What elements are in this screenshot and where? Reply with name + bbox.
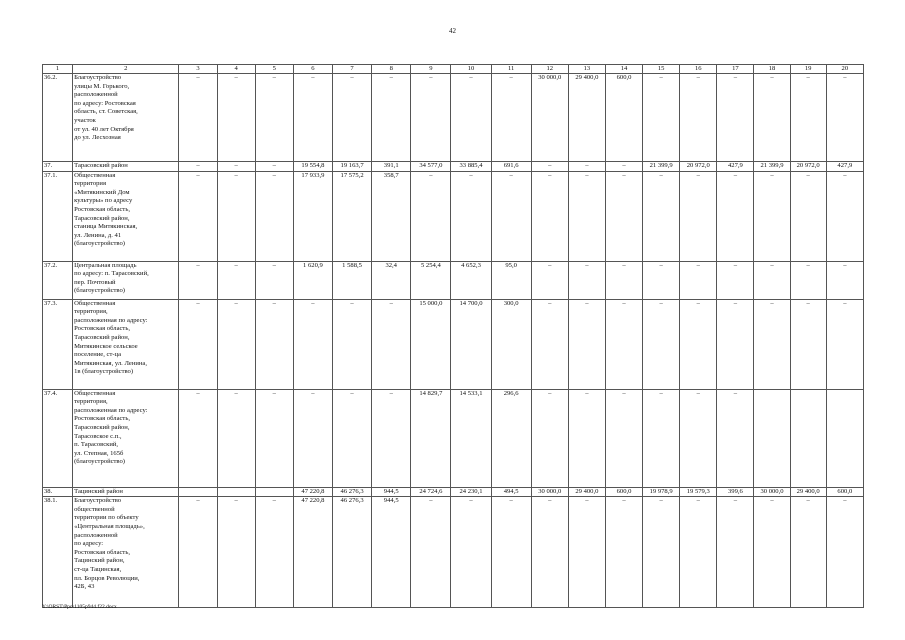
value-cell: –: [179, 74, 217, 162]
value-cell: –: [372, 74, 411, 162]
value-cell: 19 163,7: [333, 162, 372, 172]
value-cell: 4 652,3: [451, 261, 491, 299]
header-cell: 11: [491, 65, 531, 74]
value-cell: [217, 487, 255, 497]
value-cell: –: [754, 171, 790, 261]
value-cell: –: [451, 171, 491, 261]
value-cell: 20 972,0: [790, 162, 826, 172]
row-number: 38.: [43, 487, 73, 497]
table-row: [43, 261, 864, 299]
value-cell: –: [411, 74, 451, 162]
value-cell: [790, 389, 826, 487]
file-path-footer: Y:\ORST\Ppo\1105p944.f22.docx: [42, 604, 117, 610]
value-cell: –: [255, 497, 293, 608]
value-cell: –: [217, 74, 255, 162]
value-cell: –: [531, 299, 568, 389]
value-cell: 600,0: [605, 74, 642, 162]
value-cell: –: [754, 299, 790, 389]
value-cell: –: [531, 171, 568, 261]
value-cell: –: [491, 74, 531, 162]
value-cell: –: [568, 299, 605, 389]
row-description: Общественная территория «Митякинский Дом культуры» по адресу Ростовская область, Тарасовский район, станица Митякинская, ул. Ленина, д. 41 (благоустройство): [73, 171, 179, 261]
value-cell: –: [643, 299, 680, 389]
header-cell: 16: [680, 65, 717, 74]
value-cell: –: [754, 497, 790, 608]
table-row: [43, 487, 864, 497]
value-cell: –: [372, 389, 411, 487]
value-cell: –: [643, 261, 680, 299]
value-cell: 358,7: [372, 171, 411, 261]
value-cell: –: [179, 171, 217, 261]
value-cell: 427,9: [717, 162, 754, 172]
value-cell: –: [531, 261, 568, 299]
value-cell: –: [680, 171, 717, 261]
value-cell: 600,0: [605, 487, 642, 497]
value-cell: 30 000,0: [531, 74, 568, 162]
value-cell: 34 577,0: [411, 162, 451, 172]
value-cell: –: [717, 171, 754, 261]
row-description: Центральная площадь по адресу: п. Тарасовский, пер. Почтовый (благоустройство): [73, 261, 179, 299]
value-cell: [754, 389, 790, 487]
row-description: Тацинский район: [73, 487, 179, 497]
value-cell: –: [255, 389, 293, 487]
value-cell: –: [217, 261, 255, 299]
value-cell: 20 972,0: [680, 162, 717, 172]
value-cell: –: [680, 497, 717, 608]
value-cell: –: [643, 74, 680, 162]
value-cell: –: [790, 171, 826, 261]
value-cell: 944,5: [372, 497, 411, 608]
value-cell: [826, 389, 863, 487]
value-cell: –: [568, 497, 605, 608]
value-cell: 17 575,2: [333, 171, 372, 261]
value-cell: 32,4: [372, 261, 411, 299]
value-cell: –: [717, 299, 754, 389]
value-cell: 30 000,0: [754, 487, 790, 497]
value-cell: –: [754, 74, 790, 162]
value-cell: –: [790, 299, 826, 389]
value-cell: –: [643, 389, 680, 487]
value-cell: 33 885,4: [451, 162, 491, 172]
row-number: 37.4.: [43, 389, 73, 487]
table-row: [43, 162, 864, 172]
value-cell: 47 220,8: [293, 497, 332, 608]
value-cell: 14 829,7: [411, 389, 451, 487]
table-row: [43, 171, 864, 261]
value-cell: 19 554,8: [293, 162, 332, 172]
row-description: Общественная территория, расположенная по адресу: Ростовская область, Тарасовский район, Митякинское сельское поселение, ст-ца Митякинская, ул. Ленина, 1в (благоустройство): [73, 299, 179, 389]
value-cell: –: [605, 162, 642, 172]
header-cell: 14: [605, 65, 642, 74]
value-cell: –: [179, 497, 217, 608]
value-cell: –: [754, 261, 790, 299]
value-cell: –: [568, 171, 605, 261]
value-cell: 15 000,0: [411, 299, 451, 389]
value-cell: 691,6: [491, 162, 531, 172]
value-cell: 600,0: [826, 487, 863, 497]
value-cell: –: [568, 261, 605, 299]
value-cell: 47 220,8: [293, 487, 332, 497]
value-cell: –: [531, 497, 568, 608]
value-cell: –: [605, 171, 642, 261]
value-cell: –: [217, 171, 255, 261]
value-cell: –: [717, 261, 754, 299]
header-cell: 12: [531, 65, 568, 74]
value-cell: –: [217, 299, 255, 389]
value-cell: –: [790, 74, 826, 162]
header-cell: 7: [333, 65, 372, 74]
header-cell: 20: [826, 65, 863, 74]
header-cell: 17: [717, 65, 754, 74]
table-row: [43, 299, 864, 389]
value-cell: –: [255, 299, 293, 389]
value-cell: –: [217, 389, 255, 487]
value-cell: 391,1: [372, 162, 411, 172]
header-cell: 3: [179, 65, 217, 74]
value-cell: –: [255, 162, 293, 172]
table-row: [43, 74, 864, 162]
value-cell: –: [826, 261, 863, 299]
value-cell: –: [826, 299, 863, 389]
value-cell: –: [333, 299, 372, 389]
row-number: 37.2.: [43, 261, 73, 299]
value-cell: –: [179, 389, 217, 487]
value-cell: –: [411, 171, 451, 261]
value-cell: –: [293, 389, 332, 487]
value-cell: –: [293, 74, 332, 162]
value-cell: –: [179, 162, 217, 172]
value-cell: –: [491, 497, 531, 608]
value-cell: –: [680, 299, 717, 389]
value-cell: –: [680, 261, 717, 299]
value-cell: 46 276,3: [333, 497, 372, 608]
value-cell: 29 400,0: [790, 487, 826, 497]
value-cell: –: [531, 389, 568, 487]
value-cell: 21 399,9: [643, 162, 680, 172]
row-description: Общественная территория, расположенная по адресу: Ростовская область, Тарасовский район, Тарасовское с.п., п. Тарасовский, ул. Степная, 165б (благоустройство): [73, 389, 179, 487]
value-cell: –: [451, 74, 491, 162]
row-description: Благоустройство улицы М. Горького, расположенной по адресу: Ростовская область, ст. Советская, участок от ул. 40 лет Октября до ул. Лесхозная: [73, 74, 179, 162]
value-cell: 14 533,1: [451, 389, 491, 487]
value-cell: –: [717, 389, 754, 487]
value-cell: –: [568, 389, 605, 487]
value-cell: –: [826, 497, 863, 608]
value-cell: 494,5: [491, 487, 531, 497]
value-cell: –: [605, 389, 642, 487]
value-cell: –: [680, 74, 717, 162]
value-cell: –: [293, 299, 332, 389]
value-cell: –: [643, 497, 680, 608]
value-cell: –: [643, 171, 680, 261]
value-cell: –: [605, 497, 642, 608]
value-cell: 427,9: [826, 162, 863, 172]
value-cell: 14 700,0: [451, 299, 491, 389]
row-number: 38.1.: [43, 497, 73, 608]
value-cell: 30 000,0: [531, 487, 568, 497]
value-cell: –: [605, 299, 642, 389]
value-cell: –: [217, 497, 255, 608]
header-cell: 13: [568, 65, 605, 74]
header-cell: 2: [73, 65, 179, 74]
value-cell: 944,5: [372, 487, 411, 497]
value-cell: –: [717, 497, 754, 608]
header-cell: 15: [643, 65, 680, 74]
value-cell: [179, 487, 217, 497]
header-cell: 19: [790, 65, 826, 74]
value-cell: 296,6: [491, 389, 531, 487]
value-cell: –: [605, 261, 642, 299]
header-cell: 10: [451, 65, 491, 74]
row-number: 37.3.: [43, 299, 73, 389]
value-cell: 95,0: [491, 261, 531, 299]
page-number: 42: [449, 27, 456, 35]
value-cell: 21 399,9: [754, 162, 790, 172]
header-cell: 9: [411, 65, 451, 74]
value-cell: –: [255, 74, 293, 162]
value-cell: 24 230,1: [451, 487, 491, 497]
budget-table: [42, 64, 864, 608]
value-cell: –: [568, 162, 605, 172]
value-cell: 5 254,4: [411, 261, 451, 299]
value-cell: 399,6: [717, 487, 754, 497]
header-cell: 8: [372, 65, 411, 74]
row-number: 36.2.: [43, 74, 73, 162]
value-cell: 17 933,9: [293, 171, 332, 261]
header-cell: 1: [43, 65, 73, 74]
row-description: Тарасовский район: [73, 162, 179, 172]
row-number: 37.1.: [43, 171, 73, 261]
value-cell: –: [790, 261, 826, 299]
value-cell: 24 724,6: [411, 487, 451, 497]
table-row: [43, 389, 864, 487]
value-cell: –: [680, 389, 717, 487]
header-row: [43, 65, 864, 74]
value-cell: –: [717, 74, 754, 162]
value-cell: –: [217, 162, 255, 172]
value-cell: 29 400,0: [568, 74, 605, 162]
value-cell: 19 978,9: [643, 487, 680, 497]
value-cell: 1 620,9: [293, 261, 332, 299]
value-cell: –: [333, 74, 372, 162]
value-cell: –: [531, 162, 568, 172]
row-number: 37.: [43, 162, 73, 172]
header-cell: 6: [293, 65, 332, 74]
value-cell: –: [451, 497, 491, 608]
value-cell: 29 400,0: [568, 487, 605, 497]
header-cell: 18: [754, 65, 790, 74]
value-cell: –: [179, 261, 217, 299]
value-cell: –: [179, 299, 217, 389]
header-cell: 4: [217, 65, 255, 74]
value-cell: –: [255, 261, 293, 299]
value-cell: –: [826, 74, 863, 162]
value-cell: 46 276,3: [333, 487, 372, 497]
value-cell: –: [790, 497, 826, 608]
value-cell: –: [411, 497, 451, 608]
value-cell: –: [255, 171, 293, 261]
value-cell: –: [826, 171, 863, 261]
value-cell: –: [491, 171, 531, 261]
value-cell: –: [372, 299, 411, 389]
row-description: Благоустройство общественной территории по объекту «Центральная площадь», расположенной по адресу: Ростовская область, Тацинский район, ст-ца Тацинская, пл. Борцов Революции, 42Б, 43: [73, 497, 179, 608]
value-cell: –: [333, 389, 372, 487]
header-cell: 5: [255, 65, 293, 74]
table-row: [43, 497, 864, 608]
value-cell: [255, 487, 293, 497]
value-cell: 19 579,3: [680, 487, 717, 497]
value-cell: 1 588,5: [333, 261, 372, 299]
value-cell: 300,0: [491, 299, 531, 389]
